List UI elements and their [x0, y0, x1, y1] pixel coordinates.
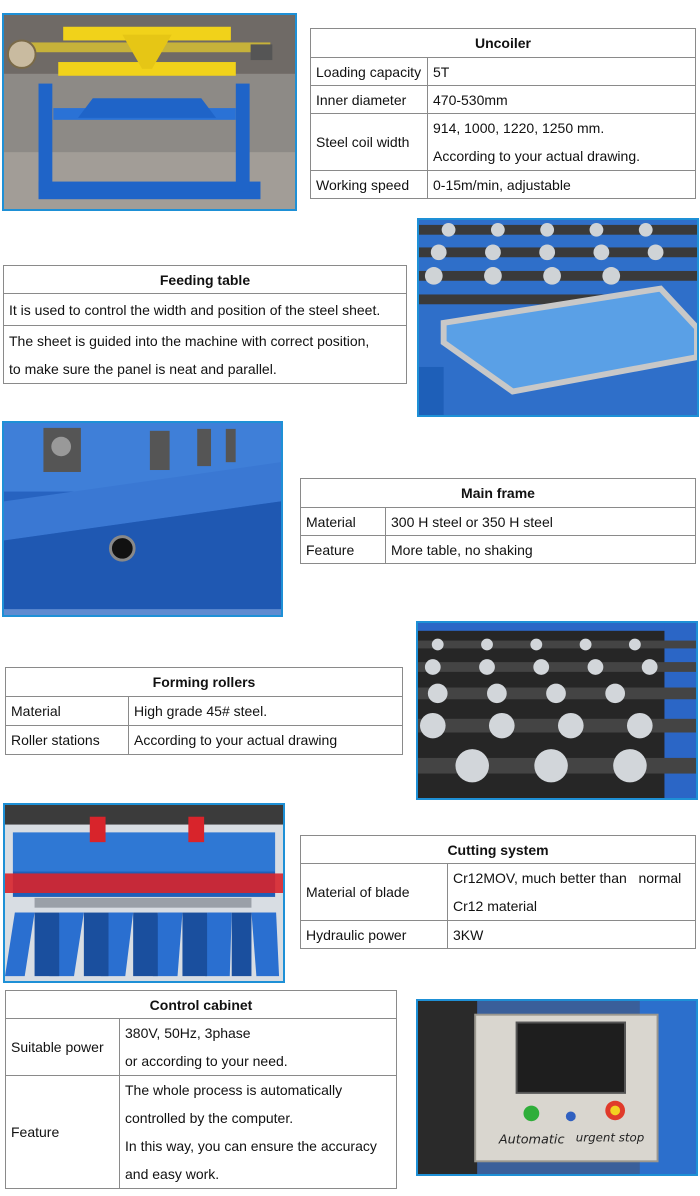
- uncoiler-title: Uncoiler: [311, 29, 696, 58]
- main-frame-photo: [2, 421, 283, 617]
- uncoiler-row-value: 470-530mm: [428, 86, 696, 114]
- forming-rollers-row-label: Roller stations: [6, 726, 129, 755]
- value-line: 914, 1000, 1220, 1250 mm.: [433, 120, 605, 136]
- forming-rollers-photo: [416, 621, 698, 800]
- value-line: and easy work.: [125, 1166, 220, 1182]
- forming-rollers-row-label: Material: [6, 697, 129, 726]
- feeding-table-title: Feeding table: [4, 266, 407, 294]
- value-line: Cr12 material: [453, 898, 538, 914]
- control-cabinet-row-label: Suitable power: [6, 1019, 120, 1076]
- main-frame-row-label: Feature: [301, 536, 386, 564]
- feeding-table-photo: [417, 218, 699, 417]
- control-cabinet-title: Control cabinet: [6, 991, 397, 1019]
- control-cabinet-table: [5, 990, 397, 1189]
- uncoiler-row-label: Steel coil width: [311, 114, 428, 171]
- uncoiler-row-label: Inner diameter: [311, 86, 428, 114]
- cutting-system-row-value: [448, 864, 696, 921]
- value-line: According to your actual drawing.: [433, 148, 640, 164]
- feeding-table-table: [3, 265, 407, 384]
- uncoiler-row-value: 0-15m/min, adjustable: [428, 171, 696, 199]
- feeding-table-line: It is used to control the width and position of the steel sheet.: [4, 294, 407, 326]
- uncoiler-photo: [2, 13, 297, 211]
- uncoiler-row-value: [428, 114, 696, 171]
- handwriting-automatic: Automatic: [498, 1132, 565, 1148]
- value-line: The sheet is guided into the machine with correct position,: [9, 332, 370, 349]
- control-cabinet-row-value: [120, 1076, 397, 1189]
- cutting-system-row-label: Hydraulic power: [301, 921, 448, 949]
- value-line: The whole process is automatically: [125, 1082, 343, 1098]
- value-line: Cr12MOV, much better than normal: [453, 870, 682, 886]
- value-line: or according to your need.: [125, 1053, 288, 1069]
- main-frame-row-label: Material: [301, 508, 386, 536]
- cutting-system-photo: [3, 803, 285, 983]
- main-frame-table: [300, 478, 696, 564]
- uncoiler-row-value: 5T: [428, 58, 696, 86]
- control-cabinet-row-value: [120, 1019, 397, 1076]
- forming-rollers-row-value: High grade 45# steel.: [129, 697, 403, 726]
- uncoiler-row-label: Loading capacity: [311, 58, 428, 86]
- handwriting-urgent-stop: urgent stop: [575, 1130, 645, 1145]
- cutting-system-table: [300, 835, 696, 949]
- value-line: 380V, 50Hz, 3phase: [125, 1025, 251, 1041]
- forming-rollers-table: [5, 667, 403, 755]
- main-frame-row-value: More table, no shaking: [386, 536, 696, 564]
- cutting-system-row-label: Material of blade: [301, 864, 448, 921]
- forming-rollers-row-value: According to your actual drawing: [129, 726, 403, 755]
- cutting-system-title: Cutting system: [301, 836, 696, 864]
- control-cabinet-row-label: Feature: [6, 1076, 120, 1189]
- main-frame-row-value: 300 H steel or 350 H steel: [386, 508, 696, 536]
- main-frame-title: Main frame: [301, 479, 696, 508]
- forming-rollers-title: Forming rollers: [6, 668, 403, 697]
- value-line: to make sure the panel is neat and parallel.: [9, 360, 277, 377]
- uncoiler-row-label: Working speed: [311, 171, 428, 199]
- feeding-table-line: [4, 326, 407, 384]
- value-line: In this way, you can ensure the accuracy: [125, 1138, 377, 1154]
- cutting-system-row-value: 3KW: [448, 921, 696, 949]
- value-line: controlled by the computer.: [125, 1110, 294, 1126]
- control-cabinet-photo: [416, 999, 698, 1176]
- uncoiler-table: [310, 28, 696, 199]
